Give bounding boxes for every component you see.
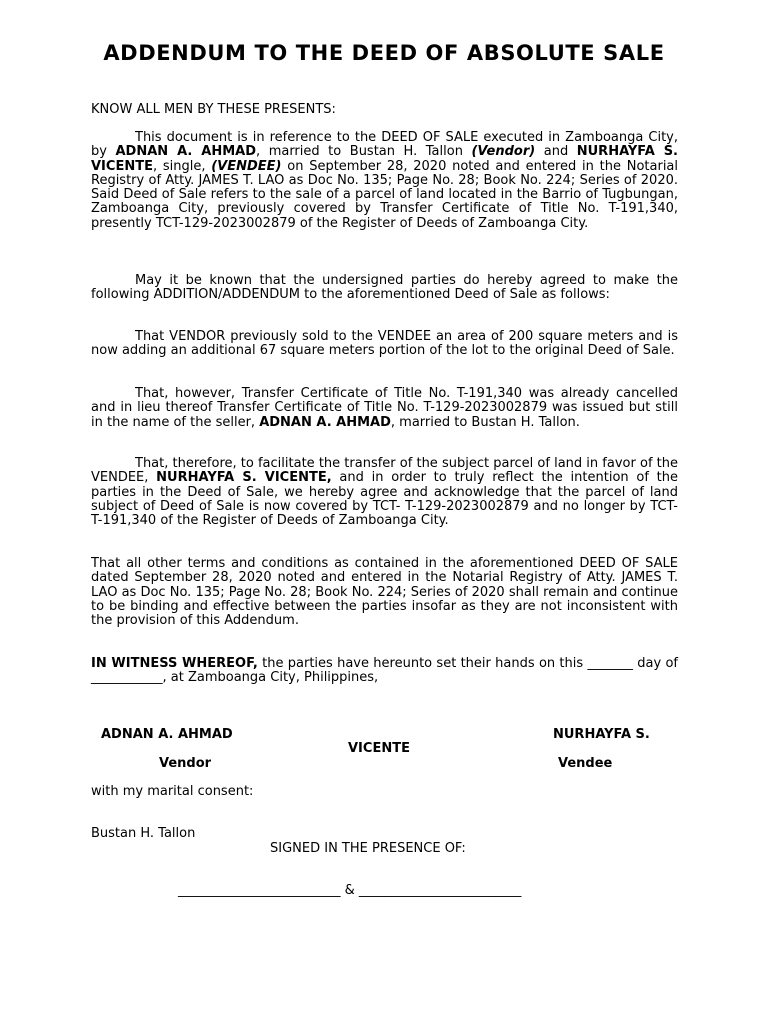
- vendee-signature-name-line1: NURHAYFA S.: [553, 727, 650, 742]
- paragraph-area: That VENDOR previously sold to the VENDEE an area of 200 square meters and is now adding an additional 67 square meters portion of the lot to the original Deed of Sale.: [91, 329, 678, 359]
- spouse-name: Bustan H. Tallon: [91, 826, 196, 841]
- salutation: KNOW ALL MEN BY THESE PRESENTS:: [91, 102, 336, 117]
- paragraph-other-terms: That all other terms and conditions as contained in the aforementioned DEED OF SALE dated September 28, 2020 noted and entered in the Notarial Registry of Atty. JAMES T. LAO as Doc No. 135; Page No. 28; Book No. 224; Series of 2020 shall remain and continue to be binding and effective between the parties insofar as they are not inconsistent with the provision of this Addendum.: [91, 556, 678, 629]
- vendee-signature-name-line2: VICENTE: [348, 741, 410, 756]
- seller-name: ADNAN A. AHMAD: [259, 414, 391, 430]
- paragraph-reference: This document is in reference to the DEED OF SALE executed in Zamboanga City, by ADNAN A. AHMAD, married to Bustan H. Tallon (Vendor) and NURHAYFA S. VICENTE, single, (VENDEE) on September 28, 2020 noted and entered in the Notarial Registry of Atty. JAMES T. LAO as Doc No. 135; Page No. 28; Book No. 224; Series of 2020. Said Deed of Sale refers to the sale of a parcel of land located in the Barrio of Tugbungan, Zamboanga City, previously covered by Transfer Certificate of Title No. T-191,340, presently TCT-129-2023002879 of the Register of Deeds of Zamboanga City.: [91, 130, 679, 231]
- vendee-name: NURHAYFA S. VICENTE: [91, 144, 678, 174]
- paragraph-addendum-intro: May it be known that the undersigned parties do hereby agreed to make the following ADDITION/ADDENDUM to the aforementioned Deed of Sale as follows:: [91, 273, 678, 303]
- paragraph-witness: IN WITNESS WHEREOF, the parties have hereunto set their hands on this _______ day of ___________, at Zamboanga City, Philippines,: [91, 656, 678, 686]
- vendee-label: (VENDEE): [211, 158, 282, 174]
- vendee-role: Vendee: [558, 756, 613, 771]
- document-title: ADDENDUM TO THE DEED OF ABSOLUTE SALE: [103, 41, 665, 65]
- paragraph-transfer: That, therefore, to facilitate the transfer of the subject parcel of land in favor of the VENDEE, NURHAYFA S. VICENTE, and in order to truly reflect the intention of the parties in the Deed of Sale, we hereby agree and acknowledge that the parcel of land subject of Deed of Sale is now covered by TCT- T-129-2023002879 and no longer by TCT- T-191,340 of the Register of Deeds of Zamboanga City.: [91, 456, 679, 529]
- signed-presence-heading: SIGNED IN THE PRESENCE OF:: [270, 841, 466, 856]
- vendee-name-2: NURHAYFA S. VICENTE,: [156, 470, 332, 486]
- witness-signature-lines: _________________________ & _________________________: [178, 883, 522, 898]
- vendor-name: ADNAN A. AHMAD: [115, 144, 257, 160]
- vendor-signature-name: ADNAN A. AHMAD: [101, 727, 233, 742]
- paragraph-title-cancelled: That, however, Transfer Certificate of Title No. T-191,340 was already cancelled and in lieu thereof Transfer Certificate of Title No. T-129-2023002879 was issued but still in the name of the seller, ADNAN A. AHMAD, married to Bustan H. Tallon.: [91, 386, 678, 430]
- marital-consent-label: with my marital consent:: [91, 784, 254, 799]
- witness-heading: IN WITNESS WHEREOF,: [91, 656, 258, 671]
- vendor-role: Vendor: [159, 756, 212, 771]
- vendor-label: (Vendor): [471, 144, 536, 160]
